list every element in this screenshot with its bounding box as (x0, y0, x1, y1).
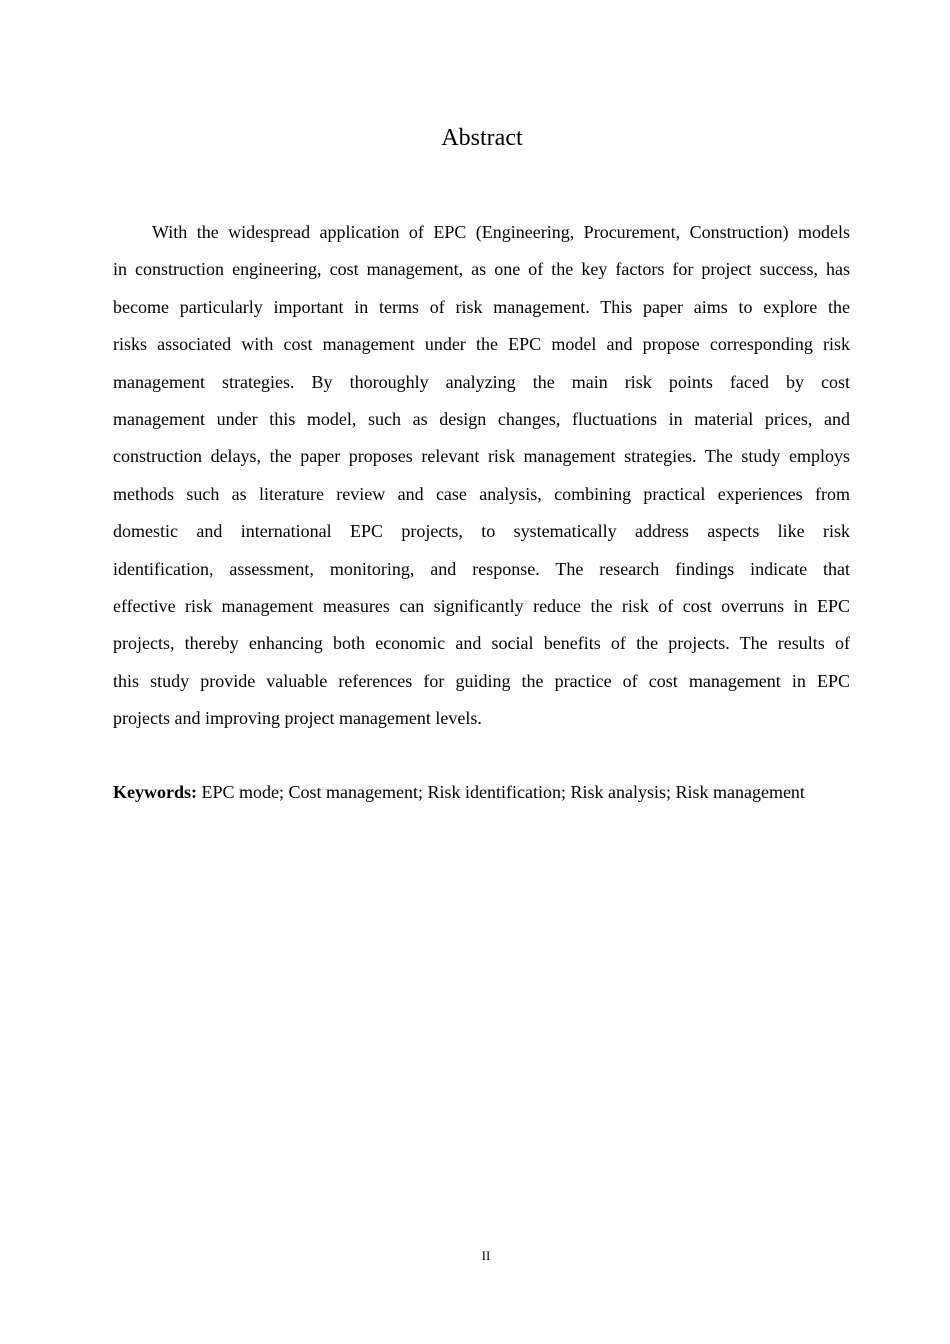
abstract-line: construction delays, the paper proposes relevant risk management strategies. The study employs (113, 446, 850, 467)
abstract-line: domestic and international EPC projects, to systematically address aspects like risk (113, 521, 850, 542)
abstract-line: With the widespread application of EPC (Engineering, Procurement, Construction) models (152, 222, 850, 242)
abstract-body (113, 219, 850, 742)
page-title: Abstract (441, 125, 523, 151)
keywords-label: Keywords: (113, 782, 197, 802)
abstract-line: risks associated with cost management under the EPC model and propose corresponding risk (113, 334, 850, 355)
abstract-line: methods such as literature review and case analysis, combining practical experiences from (113, 483, 850, 504)
abstract-line: projects and improving project management levels. (113, 708, 482, 729)
abstract-line: this study provide valuable references for guiding the practice of cost management in EPC (113, 670, 850, 691)
keywords-text: EPC mode; Cost management; Risk identification; Risk analysis; Risk management (197, 782, 805, 802)
abstract-line: become particularly important in terms of risk management. This paper aims to explore the (113, 296, 850, 317)
abstract-line: management strategies. By thoroughly analyzing the main risk points faced by cost (113, 371, 850, 392)
keywords (113, 779, 853, 805)
abstract-line: management under this model, such as design changes, fluctuations in material prices, and (113, 408, 850, 429)
abstract-line: identification, assessment, monitoring, and response. The research findings indicate that (113, 558, 850, 579)
abstract-line: effective risk management measures can significantly reduce the risk of cost overruns in EPC (113, 595, 850, 616)
abstract-line: in construction engineering, cost management, as one of the key factors for project success, has (113, 259, 850, 280)
page-number: II (481, 1248, 491, 1263)
abstract-line: projects, thereby enhancing both economic and social benefits of the projects. The results of (113, 633, 850, 654)
